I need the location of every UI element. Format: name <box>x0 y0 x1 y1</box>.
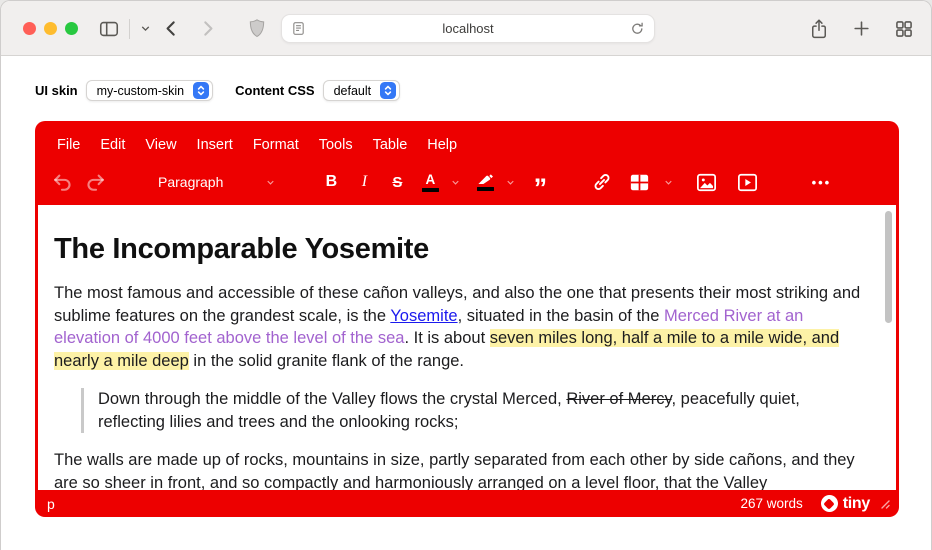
sidebar-icon[interactable] <box>98 18 120 40</box>
close-window-button[interactable] <box>23 22 36 35</box>
content-blockquote[interactable] <box>81 388 870 433</box>
plain-text: . It is about <box>404 329 490 347</box>
toolbar-right <box>809 1 914 56</box>
image-icon[interactable] <box>691 167 721 197</box>
zoom-window-button[interactable] <box>65 22 78 35</box>
history-nav <box>161 1 218 56</box>
content-css-label: Content CSS <box>235 83 315 98</box>
more-toolbar-icon[interactable]: ••• <box>811 174 832 190</box>
highlighted-text: seven miles long, half a mile to a mile wide, and nearly a mile deep <box>54 329 840 370</box>
block-format-value: Paragraph <box>158 174 224 190</box>
yosemite-link[interactable]: Yosemite <box>390 306 458 325</box>
select-stepper-icon <box>193 82 209 99</box>
menu-insert[interactable]: Insert <box>196 137 233 153</box>
background-color-button[interactable] <box>470 167 500 197</box>
reader-icon[interactable] <box>291 21 306 36</box>
link-icon[interactable] <box>587 167 617 197</box>
media-icon[interactable] <box>732 167 762 197</box>
content-css-selected-value: default <box>333 83 372 98</box>
editor-toolbar <box>35 159 899 205</box>
plain-text: Down through the middle of the Valley flows the crystal Merced, <box>98 390 567 408</box>
tiny-logo-icon <box>821 495 838 512</box>
url-text[interactable]: localhost <box>442 21 494 36</box>
word-count[interactable]: 267 words <box>740 496 803 511</box>
select-stepper-icon <box>380 82 396 99</box>
share-icon[interactable] <box>809 18 829 40</box>
undo-icon[interactable] <box>47 167 77 197</box>
tinymce-editor <box>35 121 899 517</box>
divider <box>129 19 130 39</box>
menu-view[interactable]: View <box>145 137 177 153</box>
ui-skin-select[interactable] <box>86 80 214 101</box>
menu-table[interactable]: Table <box>372 137 408 153</box>
blockquote-button[interactable]: ” <box>533 172 548 203</box>
bold-button[interactable]: B <box>325 173 338 190</box>
menu-format[interactable]: Format <box>252 137 299 153</box>
content-paragraph-2[interactable]: The walls are made up of rocks, mountains in size, partly separated from each other by side cañons, and they are so sheer in front, and so compactly and harmoniously arranged on a level floor, that the Valley <box>54 451 855 490</box>
chevron-down-icon[interactable] <box>139 22 152 35</box>
menu-tools[interactable]: Tools <box>318 137 353 153</box>
strikethrough-text: River of Mercy <box>566 390 672 408</box>
content-paragraph-1[interactable] <box>54 282 870 372</box>
menu-file[interactable]: File <box>57 137 81 153</box>
page-body <box>1 56 931 517</box>
shield-icon[interactable] <box>247 18 267 40</box>
forward-icon[interactable] <box>197 18 218 39</box>
highlighter-icon <box>477 173 494 185</box>
demo-controls <box>1 56 931 101</box>
sidebar-controls <box>98 1 152 56</box>
browser-chrome <box>1 1 931 56</box>
plain-text: , peacefully quiet, reflecting lilies and trees and the onlooking rocks; <box>98 390 800 431</box>
chevron-down-icon[interactable] <box>663 177 674 188</box>
colored-text: Merced River at an elevation of 4000 feet above the level of the sea <box>54 306 804 347</box>
chevron-down-icon[interactable] <box>450 177 461 188</box>
privacy-controls <box>247 1 267 56</box>
text-color-button[interactable]: A <box>415 167 445 197</box>
traffic-lights <box>23 22 78 35</box>
editor-statusbar <box>35 490 899 517</box>
address-bar[interactable] <box>281 14 655 43</box>
element-path[interactable]: p <box>47 495 55 512</box>
plain-text: The most famous and accessible of these cañon valleys, and also the one that presents their most striking and sublime features on the grandest scale, is the <box>54 284 861 325</box>
menu-edit[interactable]: Edit <box>100 137 126 153</box>
back-icon[interactable] <box>161 18 182 39</box>
tab-overview-icon[interactable] <box>894 19 914 39</box>
strikethrough-button[interactable]: S <box>392 173 403 191</box>
content-heading[interactable]: The Incomparable Yosemite <box>54 233 429 265</box>
ui-skin-label: UI skin <box>35 83 78 98</box>
content-css-select[interactable] <box>323 80 401 101</box>
block-format-select[interactable] <box>150 174 284 190</box>
plain-text: in the solid granite flank of the range. <box>188 351 465 370</box>
content-scrollbar[interactable] <box>885 211 892 323</box>
table-icon[interactable] <box>624 167 654 197</box>
minimize-window-button[interactable] <box>44 22 57 35</box>
new-tab-icon[interactable] <box>852 19 871 38</box>
menu-help[interactable]: Help <box>427 137 458 153</box>
resize-handle-icon[interactable] <box>880 499 890 509</box>
ui-skin-selected-value: my-custom-skin <box>96 83 185 98</box>
editor-content-area[interactable] <box>38 205 896 490</box>
chevron-down-icon <box>265 177 276 188</box>
redo-icon[interactable] <box>80 167 110 197</box>
editor-menubar <box>35 121 899 159</box>
chevron-down-icon[interactable] <box>505 177 516 188</box>
tiny-brand-name: tiny <box>842 494 870 512</box>
reload-icon[interactable] <box>630 21 645 36</box>
plain-text: , situated in the basin of the <box>457 306 664 325</box>
tiny-branding[interactable] <box>821 495 870 513</box>
italic-button[interactable]: I <box>361 173 368 190</box>
